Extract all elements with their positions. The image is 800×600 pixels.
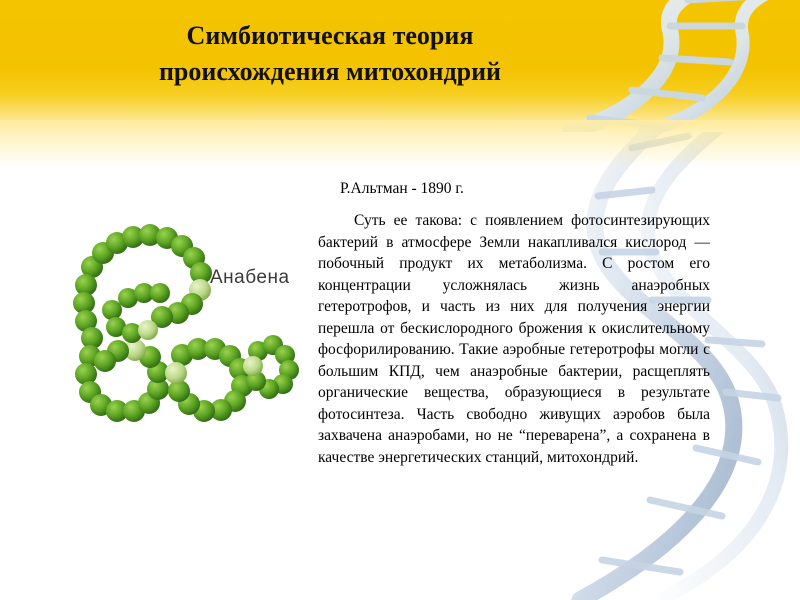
author-line: Р.Альтман - 1890 г. bbox=[340, 180, 464, 197]
slide-title-line-1: Симбиотическая теория bbox=[186, 21, 474, 50]
anabaena-image bbox=[70, 205, 308, 465]
header-band bbox=[0, 0, 800, 132]
slide-title bbox=[60, 4, 600, 104]
body-paragraph: Суть ее такова: с появлением фотосинтезирующих бактерий в атмосфере Земли накапливался кислород — побочный продукт их метаболизма. С ростом его концентрации усложнялась жизнь анаэробных гетеротрофов, и часть из них для получения энергии перешла от бескислородного брожения к окислительному фосфорилированию. Такие аэробные гетеротрофы могли с большим КПД, чем анаэробные бактерии, расщеплять органические вещества, образующиеся в результате фотосинтеза. Часть свободно живущих аэробов была захвачена анаэробами, но не “переварена”, а сохранена в качестве энергетических станций, митохондрий. bbox=[318, 212, 710, 466]
anabaena-caption: Анабена bbox=[210, 267, 290, 288]
content-text-block bbox=[318, 178, 710, 468]
slide-title-line-2: происхождения митохондрий bbox=[158, 57, 502, 86]
